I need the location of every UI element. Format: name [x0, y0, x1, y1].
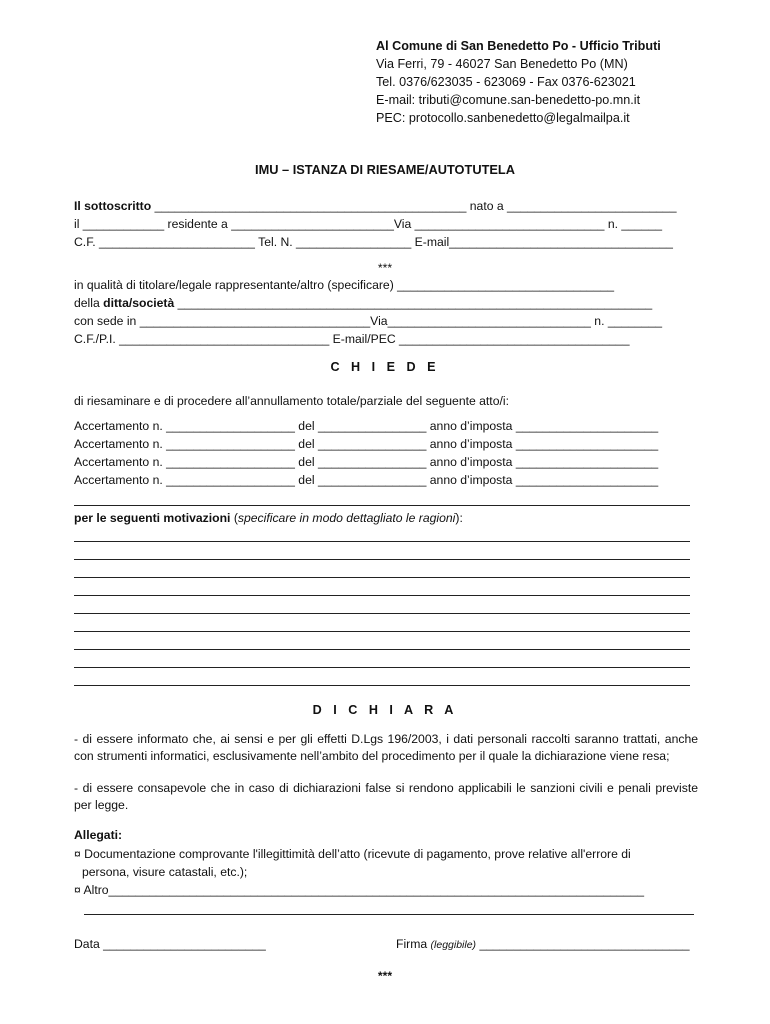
- motivazioni-open: (: [230, 511, 238, 525]
- allegati-heading: Allegati:: [74, 828, 123, 842]
- company-tax-line[interactable]: C.F./P.I. _______________________________ E-mail/PEC __________________________________: [74, 332, 630, 346]
- assessment-row[interactable]: Accertamento n. ___________________ del ________________ anno d’imposta _____________________: [74, 455, 659, 469]
- company-prefix: della: [74, 296, 104, 310]
- blank-line[interactable]: [74, 505, 690, 506]
- signature-blanks: _______________________________: [476, 937, 690, 951]
- applicant-name-line[interactable]: [74, 197, 677, 215]
- motivation-blank-line[interactable]: [74, 595, 690, 596]
- company-blanks: ______________________________________________________________________: [174, 296, 653, 310]
- motivation-blank-line[interactable]: [74, 559, 690, 560]
- motivazioni-line: [74, 509, 463, 527]
- motivation-blank-line[interactable]: [74, 631, 690, 632]
- motivation-blank-line[interactable]: [74, 613, 690, 614]
- form-title: IMU – ISTANZA DI RIESAME/AUTOTUTELA: [255, 162, 515, 177]
- chiede-intro: di riesaminare e di procedere all’annullamento totale/parziale del seguente atto/i:: [74, 394, 509, 408]
- recipient-phone: Tel. 0376/623035 - 623069 - Fax 0376-623021: [376, 75, 636, 89]
- applicant-name-label: Il sottoscritto: [74, 199, 152, 213]
- company-address-line[interactable]: con sede in __________________________________Via______________________________ n. ________: [74, 314, 663, 328]
- assessment-row[interactable]: Accertamento n. ___________________ del ________________ anno d’imposta _____________________: [74, 437, 659, 451]
- chiede-heading: C H I E D E: [330, 360, 440, 374]
- company-line[interactable]: [74, 294, 652, 312]
- liability-statement: - di essere consapevole che in caso di dichiarazioni false si rendono applicabili le sanzioni civili e penali previste per legge.: [74, 781, 698, 812]
- separator-asterisks: ***: [377, 261, 393, 275]
- recipient-office: Al Comune di San Benedetto Po - Ufficio Tributi: [376, 39, 661, 53]
- recipient-pec: PEC: protocollo.sanbenedetto@legalmailpa.it: [376, 111, 630, 125]
- applicant-name-blanks: ______________________________________________ nato a _________________________: [151, 199, 677, 213]
- privacy-statement: - di essere informato che, ai sensi e per gli effetti D.Lgs 196/2003, i dati personali raccolti saranno trattati, anche con strumenti informatici, esclusivamente nell’ambito del procedimento per il quale la dichiarazione viene resa;: [74, 732, 698, 763]
- role-line[interactable]: in qualità di titolare/legale rappresentante/altro (specificare) ________________________________: [74, 278, 615, 292]
- motivazioni-close: ):: [455, 511, 463, 525]
- motivazioni-note: specificare in modo dettagliato le ragioni: [237, 511, 456, 525]
- signature-field[interactable]: [396, 935, 690, 954]
- date-field[interactable]: Data ________________________: [74, 937, 266, 951]
- applicant-residence-line[interactable]: il ____________ residente a ________________________Via ____________________________ n. ______: [74, 217, 663, 231]
- recipient-email: E-mail: tributi@comune.san-benedetto-po.mn.it: [376, 93, 641, 107]
- motivation-blank-line[interactable]: [74, 685, 690, 686]
- recipient-address: [376, 37, 756, 127]
- end-asterisks: ***: [377, 969, 393, 983]
- attachment-other-blank-line[interactable]: [84, 914, 694, 915]
- motivation-blank-line[interactable]: [74, 577, 690, 578]
- motivazioni-label: per le seguenti motivazioni: [74, 511, 231, 525]
- assessment-row[interactable]: Accertamento n. ___________________ del ________________ anno d’imposta _____________________: [74, 473, 659, 487]
- recipient-street: Via Ferri, 79 - 46027 San Benedetto Po (MN): [376, 57, 628, 71]
- motivation-blank-line[interactable]: [74, 541, 690, 542]
- signature-note: (leggibile): [430, 939, 477, 951]
- attachment-other[interactable]: ¤ Altro_______________________________________________________________________________: [74, 883, 645, 897]
- company-label: ditta/società: [103, 296, 175, 310]
- attachment-documentation[interactable]: ¤ Documentazione comprovante l'illegittimità dell’atto (ricevute di pagamento, prove relative all'errore di: [74, 847, 631, 861]
- motivation-blank-line[interactable]: [74, 649, 690, 650]
- assessment-row[interactable]: Accertamento n. ___________________ del ________________ anno d’imposta _____________________: [74, 419, 659, 433]
- applicant-contact-line[interactable]: C.F. _______________________ Tel. N. _________________ E-mail_________________________________: [74, 235, 673, 249]
- signature-label: Firma: [396, 937, 431, 951]
- dichiara-heading: D I C H I A R A: [312, 703, 458, 717]
- motivation-blank-line[interactable]: [74, 667, 690, 668]
- attachment-documentation-cont: persona, visure catastali, etc.);: [82, 865, 248, 879]
